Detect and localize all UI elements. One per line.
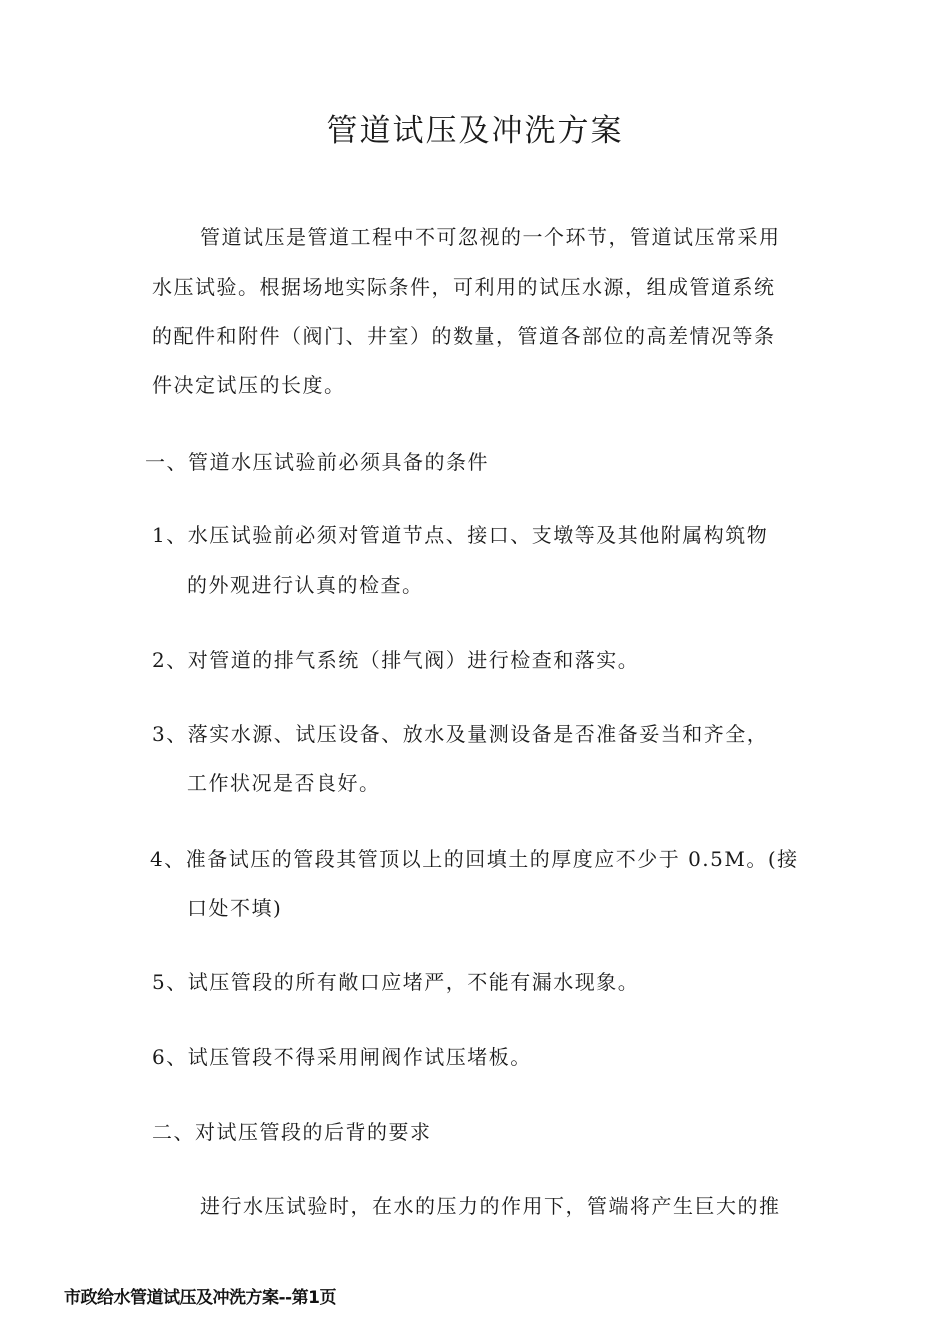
intro-line: 水压试验。根据场地实际条件，可利用的试压水源，组成管道系统 <box>152 275 776 299</box>
section-heading-1: 一、管道水压试验前必须具备的条件 <box>145 450 489 474</box>
section2-paragraph: 进行水压试验时，在水的压力的作用下，管端将产生巨大的推 <box>200 1194 781 1218</box>
list-item-continuation: 的外观进行认真的检查。 <box>187 573 424 597</box>
document-title: 管道试压及冲洗方案 <box>326 113 624 149</box>
page-footer: 市政给水管道试压及冲洗方案--第1页 <box>64 1288 336 1308</box>
list-item: 3、落实水源、试压设备、放水及量测设备是否准备妥当和齐全， <box>152 722 769 746</box>
section-heading-2: 二、对试压管段的后背的要求 <box>152 1120 432 1144</box>
list-item: 6、试压管段不得采用闸阀作试压堵板。 <box>152 1045 532 1069</box>
intro-line: 管道试压是管道工程中不可忽视的一个环节，管道试压常采用 <box>200 225 781 249</box>
list-item: 4、准备试压的管段其管顶以上的回填土的厚度应不少于 0.5M。(接 <box>150 847 799 871</box>
list-item-continuation: 口处不填) <box>187 896 283 920</box>
list-item: 5、试压管段的所有敞口应堵严，不能有漏水现象。 <box>152 970 640 994</box>
list-item: 2、对管道的排气系统（排气阀）进行检查和落实。 <box>152 648 640 672</box>
list-item: 1、水压试验前必须对管道节点、接口、支墩等及其他附属构筑物 <box>152 523 769 547</box>
intro-line: 的配件和附件（阀门、井室）的数量，管道各部位的高差情况等条 <box>152 324 776 348</box>
intro-line: 件决定试压的长度。 <box>152 373 346 397</box>
list-item-continuation: 工作状况是否良好。 <box>187 771 381 795</box>
